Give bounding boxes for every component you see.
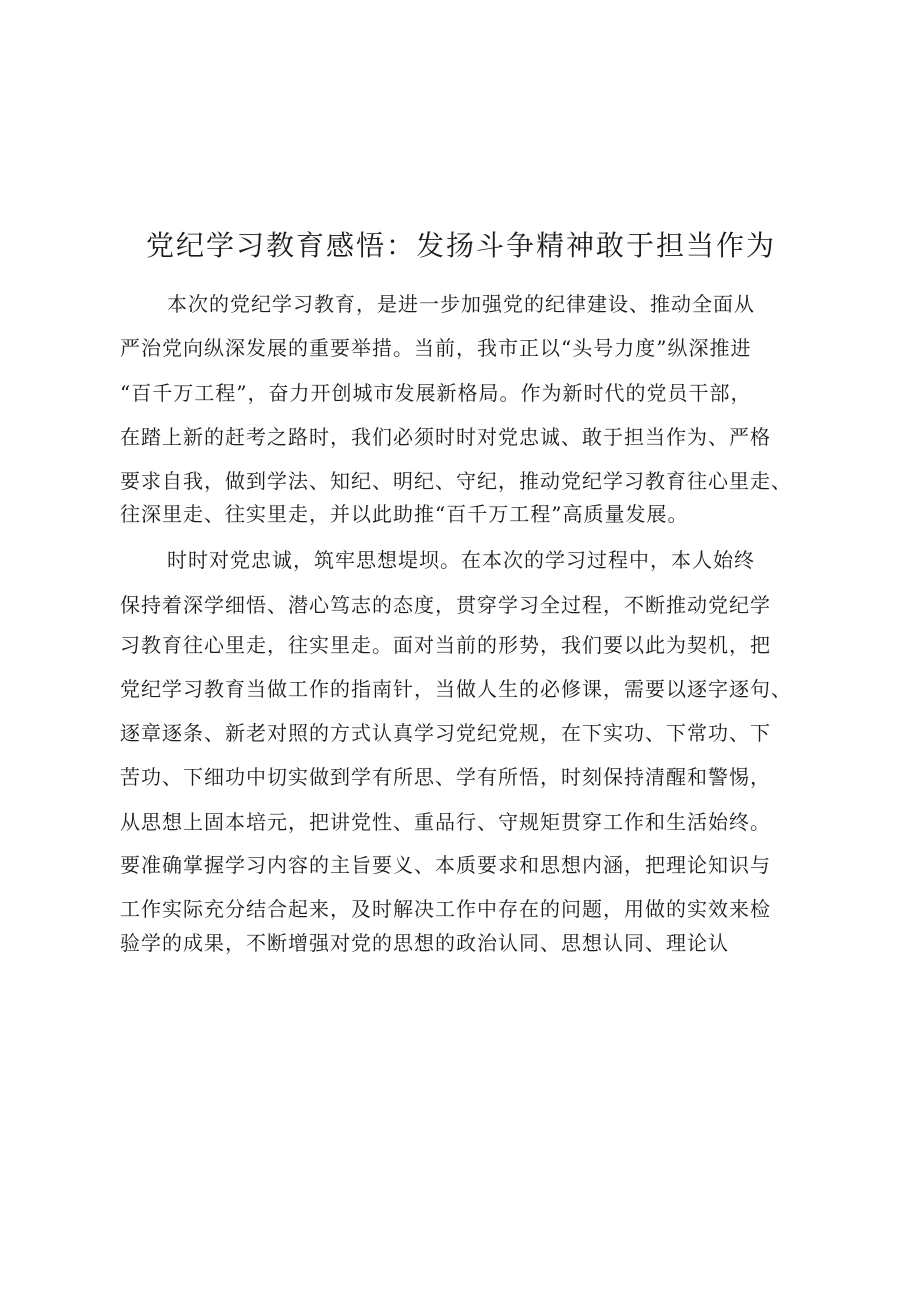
paragraph-1-line-3: “百千万工程”，奋力开创城市发展新格局。作为新时代的党员干部， — [120, 381, 752, 405]
paragraph-2-line-4: 党纪学习教育当做工作的指南针，当做人生的必修课，需要以逐字逐句、 — [120, 677, 792, 701]
paragraph-2-line-3: 习教育往心里走，往实里走。面对当前的形势，我们要以此为契机，把 — [120, 633, 771, 657]
paragraph-2-line-5: 逐章逐条、新老对照的方式认真学习党纪党规，在下实功、下常功、下 — [120, 721, 771, 745]
document-title: 党纪学习教育感悟：发扬斗争精神敢于担当作为 — [146, 229, 777, 262]
paragraph-1-line-1: 本次的党纪学习教育，是进一步加强党的纪律建设、推动全面从 — [167, 292, 755, 316]
paragraph-2-line-10: 验学的成果，不断增强对党的思想的政治认同、思想认同、理论认 — [120, 931, 729, 955]
paragraph-2-line-9: 工作实际充分结合起来，及时解决工作中存在的问题，用做的实效来检 — [120, 897, 771, 921]
paragraph-2-line-6: 苦功、下细功中切实做到学有所思、学有所悟，时刻保持清醒和警惕， — [120, 765, 771, 789]
paragraph-2-line-7: 从思想上固本培元，把讲党性、重品行、守规矩贯穿工作和生活始终。 — [120, 810, 771, 834]
paragraph-1-line-2: 严治党向纵深发展的重要举措。当前，我市正以“头号力度”纵深推进 — [120, 336, 752, 360]
paragraph-2-line-1: 时时对党忠诚，筑牢思想堤坝。在本次的学习过程中，本人始终 — [167, 548, 755, 572]
paragraph-2-line-2: 保持着深学细悟、潜心笃志的态度，贯穿学习全过程，不断推动党纪学 — [120, 593, 771, 617]
paragraph-1-line-4: 在踏上新的赶考之路时，我们必须时时对党忠诚、敢于担当作为、严格 — [120, 425, 771, 449]
paragraph-1-line-6: 往深里走、往实里走，并以此助推“百千万工程”高质量发展。 — [120, 502, 689, 526]
paragraph-2-line-8: 要准确掌握学习内容的主旨要义、本质要求和思想内涵，把理论知识与 — [120, 853, 771, 877]
paragraph-1-line-5: 要求自我，做到学法、知纪、明纪、守纪，推动党纪学习教育往心里走、 — [120, 469, 792, 493]
